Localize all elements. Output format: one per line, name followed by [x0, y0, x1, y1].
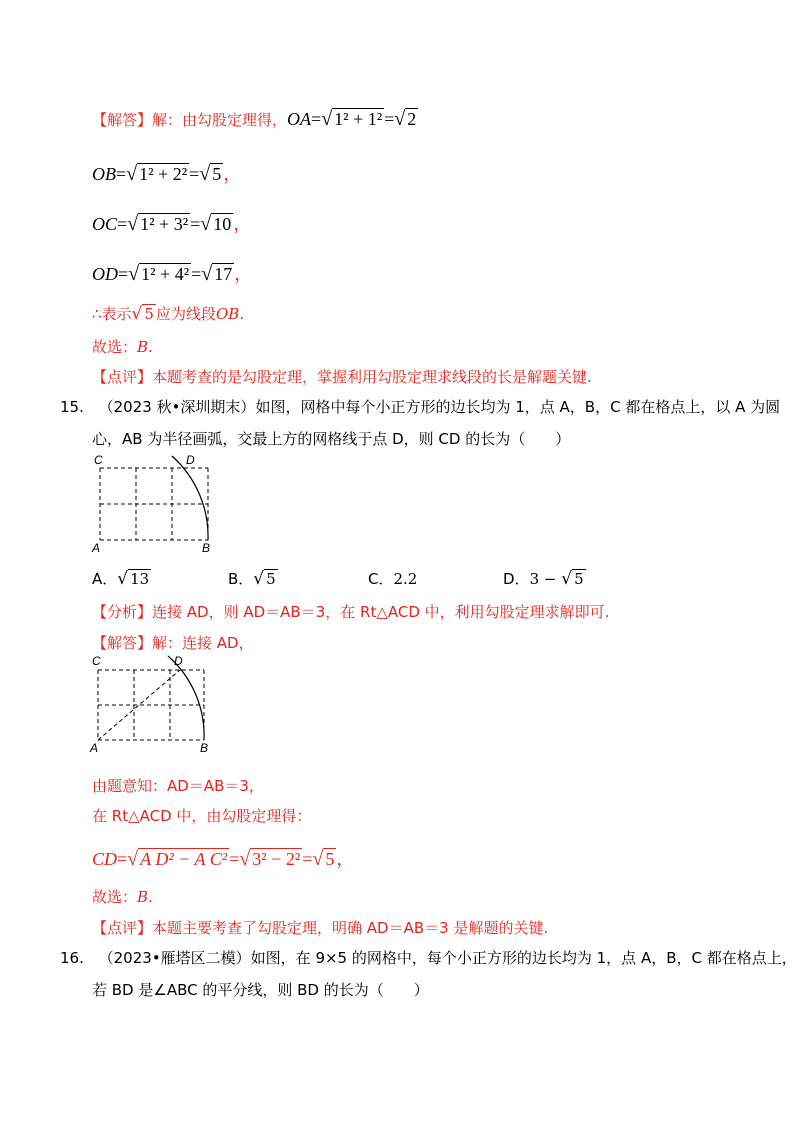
option-value: 2.2 — [393, 570, 418, 588]
option-b[interactable] — [228, 568, 278, 589]
option-radical: √ 13 — [117, 569, 150, 589]
period: . — [148, 338, 153, 356]
ob-radicand: 1² + 2² — [139, 164, 188, 184]
question-source: （2023•雁塔区二模） — [98, 949, 251, 967]
cd-line: CD=√ A D² − A C² =√ 3² − 2² =√ 5 ， — [92, 848, 355, 870]
cd-radicand2: 3² − 2² — [252, 849, 301, 869]
label-c: C — [92, 654, 101, 668]
arc — [172, 456, 208, 540]
cd-result: 5 — [325, 849, 335, 869]
choose-answer: B — [137, 888, 149, 906]
option-letter: D． — [503, 570, 530, 588]
choose-label: 故选： — [92, 888, 138, 906]
comma: ， — [234, 264, 253, 284]
od-radical: √ 1² + 4² — [128, 263, 190, 285]
oa-radical: √ 1² + 1² — [321, 108, 383, 130]
oa-result: 2 — [407, 109, 417, 129]
solution-line-od: OD=√ 1² + 4² =√ 17 ， — [92, 263, 253, 285]
option-letter: B． — [228, 570, 254, 588]
comment-line-1 — [92, 366, 592, 387]
oa-lhs: OA — [287, 109, 312, 129]
therefore-mid: 应为线段 — [155, 305, 216, 323]
cd-radicand: A D² − A C² — [140, 849, 228, 869]
question-source: （2023 秋•深圳期末） — [98, 398, 256, 416]
solution-line-oc: OC=√ 1² + 3² =√ 10 ， — [92, 213, 252, 235]
solution-line-oa — [92, 108, 418, 131]
question-stem: 如图，网格中每个小正方形的边长均为 1，点 A，B，C 都在格点上，以 A 为圆 — [255, 398, 781, 416]
option-prefix: 3 − — [529, 570, 562, 588]
solution-line-ob: OB=√ 1² + 2² =√ 5 ， — [92, 163, 242, 185]
therefore-radical: √ 5 — [131, 304, 154, 324]
comma: ， — [336, 849, 355, 869]
q15-solution-figure — [88, 650, 218, 756]
q16-stem-line2 — [92, 979, 429, 1000]
equals: = — [311, 109, 322, 129]
choose-line-2 — [92, 886, 153, 907]
question-number: 16. — [60, 949, 84, 967]
period: . — [239, 305, 245, 323]
option-d[interactable] — [503, 568, 586, 589]
od-lhs: OD — [92, 264, 118, 284]
equals: = — [384, 109, 395, 129]
cd-radical: √ A D² − A C² — [127, 848, 228, 870]
option-rad-value: 5 — [574, 570, 584, 588]
label-c: C — [94, 453, 103, 467]
oc-radicand: 1² + 3² — [140, 214, 189, 234]
therefore-line — [92, 303, 244, 324]
rt-line — [92, 805, 311, 826]
rt-text: 在 Rt△ACD 中，由勾股定理得： — [92, 807, 312, 825]
label-b: B — [200, 741, 209, 755]
comment-text: 本题考查的是勾股定理，掌握利用勾股定理求线段的长是解题关键. — [152, 368, 592, 386]
question-stem: 心，AB 为半径画弧，交最上方的网格线于点 D，则 CD 的长为（ ） — [92, 430, 571, 448]
therefore-rad-value: 5 — [144, 305, 154, 323]
comma: ， — [223, 164, 242, 184]
comment-line-2 — [92, 917, 548, 938]
od-result-radical: √ 17 — [201, 263, 233, 285]
oc-radical: √ 1² + 3² — [127, 213, 189, 235]
solution-text: 解：连接 AD， — [152, 634, 254, 652]
option-radical: √ 5 — [561, 569, 584, 589]
q16-stem-line1 — [60, 947, 797, 968]
cd-lhs: CD — [92, 849, 118, 869]
option-radical: √ 5 — [253, 569, 276, 589]
analysis-tag: 【分析】 — [92, 603, 153, 621]
option-rad-value: 5 — [266, 570, 276, 588]
label-d: D — [186, 453, 195, 467]
q15-figure — [90, 450, 220, 555]
comment-tag: 【点评】 — [92, 919, 153, 937]
given-text: 由题意知：AD＝AB＝3， — [92, 777, 264, 795]
option-c[interactable] — [368, 568, 417, 589]
solution-tag: 【解答】 — [92, 111, 153, 129]
given-line — [92, 775, 264, 796]
oa-result-radical: √ 2 — [394, 108, 417, 130]
od-result: 17 — [214, 264, 233, 284]
oa-radicand: 1² + 1² — [334, 109, 383, 129]
therefore-prefix: ∴表示 — [92, 305, 132, 323]
analysis-text: 连接 AD，则 AD＝AB＝3，在 Rt△ACD 中，利用勾股定理求解即可. — [152, 603, 610, 621]
option-rad-value: 13 — [130, 570, 150, 588]
ob-radical: √ 1² + 2² — [126, 163, 188, 185]
question-stem: 如图，在 9×5 的网格中，每个小正方形的边长均为 1，点 A，B，C 都在格点上， — [250, 949, 797, 967]
arc — [168, 656, 204, 740]
question-number: 15. — [60, 398, 84, 416]
period: . — [148, 888, 153, 906]
label-b: B — [202, 541, 211, 555]
comment-tag: 【点评】 — [92, 368, 153, 386]
therefore-segment: OB — [215, 305, 240, 323]
ob-result-radical: √ 5 — [199, 163, 222, 185]
question-stem: 若 BD 是∠ABC 的平分线，则 BD 的长为（ ） — [92, 981, 429, 999]
solution-tag: 【解答】 — [92, 634, 153, 652]
q15-stem-line2 — [92, 428, 570, 449]
choose-line-1 — [92, 336, 153, 357]
od-radicand: 1² + 4² — [141, 264, 190, 284]
choose-label: 故选： — [92, 338, 138, 356]
solution-intro: 解：由勾股定理得， — [152, 111, 288, 129]
option-letter: A． — [92, 570, 118, 588]
q15-stem-line1 — [60, 396, 780, 417]
cd-radical2: √ 3² − 2² — [239, 848, 301, 870]
option-letter: C． — [368, 570, 394, 588]
analysis-line — [92, 601, 609, 622]
comment-text: 本题主要考查了勾股定理，明确 AD＝AB＝3 是解题的关键. — [152, 919, 549, 937]
label-a: A — [90, 741, 99, 755]
oc-result-radical: √ 10 — [200, 213, 232, 235]
oc-lhs: OC — [92, 214, 118, 234]
comma: ， — [233, 214, 252, 234]
cd-result-radical: √ 5 — [312, 848, 335, 870]
option-a[interactable] — [92, 568, 151, 589]
oc-result: 10 — [213, 214, 232, 234]
ob-lhs: OB — [92, 164, 116, 184]
choose-answer: B — [137, 338, 149, 356]
label-a: A — [92, 541, 101, 555]
label-d: D — [174, 654, 183, 668]
ob-result: 5 — [212, 164, 222, 184]
segment-ad — [98, 670, 180, 740]
